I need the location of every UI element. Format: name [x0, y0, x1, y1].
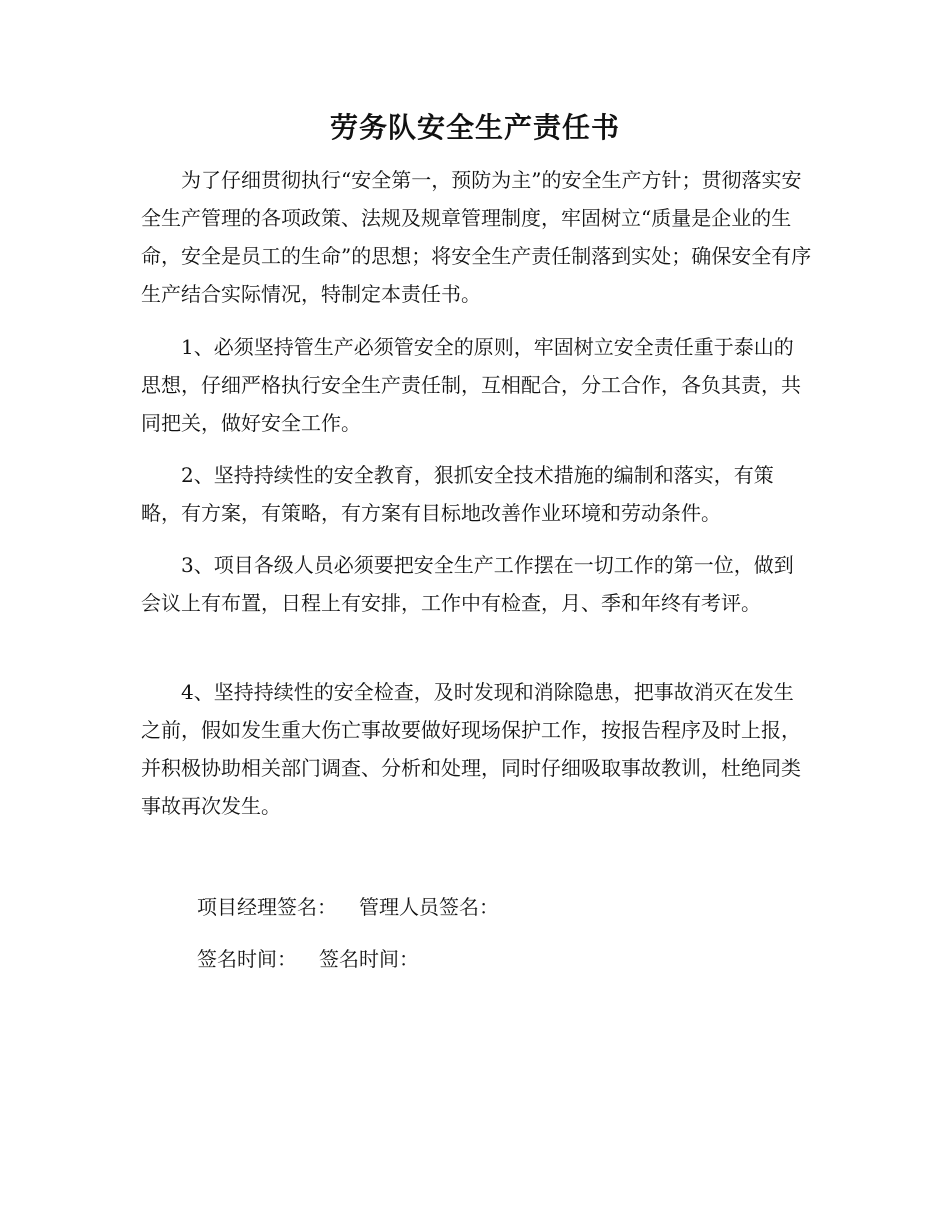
clause-4 [141, 673, 813, 825]
clause-text: 3、项目各级人员必须要把安全生产工作摆在一切工作的第一位，做到会议上有布置，日程上有安排，工作中有检查，月、季和年终有考评。 [141, 553, 794, 615]
clause-1 [141, 328, 813, 442]
clause-2 [141, 456, 813, 532]
signature-time-label: 签名时间： [197, 947, 297, 971]
intro-text: 为了仔细贯彻执行“安全第一，预防为主”的安全生产方针；贯彻落实安全生产管理的各项政策、法规及规章管理制度，牢固树立“质量是企业的生命，安全是员工的生命”的思想；将安全生产责任制落到实处；确保安全有序生产结合实际情况，特制定本责任书。 [141, 168, 812, 306]
document-title: 劳务队安全生产责任书 [329, 111, 620, 144]
clause-3 [141, 546, 813, 622]
staff-signature-label: 管理人员签名： [359, 895, 499, 919]
clause-text: 1、必须坚持管生产必须管安全的原则，牢固树立安全责任重于泰山的思想，仔细严格执行安全生产责任制，互相配合，分工合作，各负其责，共同把关，做好安全工作。 [141, 335, 801, 435]
intro-paragraph [141, 161, 813, 313]
manager-signature-label: 项目经理签名： [197, 895, 337, 919]
signature-time-row [197, 944, 441, 974]
signature-row [197, 892, 521, 922]
clause-text: 4、坚持持续性的安全检查，及时发现和消除隐患，把事故消灭在发生之前，假如发生重大伤亡事故要做好现场保护工作，按报告程序及时上报，并积极协助相关部门调查、分析和处理，同时仔细吸取事故教训，杜绝同类事故再次发生。 [141, 680, 801, 818]
signature-time-label: 签名时间： [319, 947, 419, 971]
clause-text: 2、坚持持续性的安全教育，狠抓安全技术措施的编制和落实，有策略，有方案，有策略，有方案有目标地改善作业环境和劳动条件。 [141, 463, 774, 525]
